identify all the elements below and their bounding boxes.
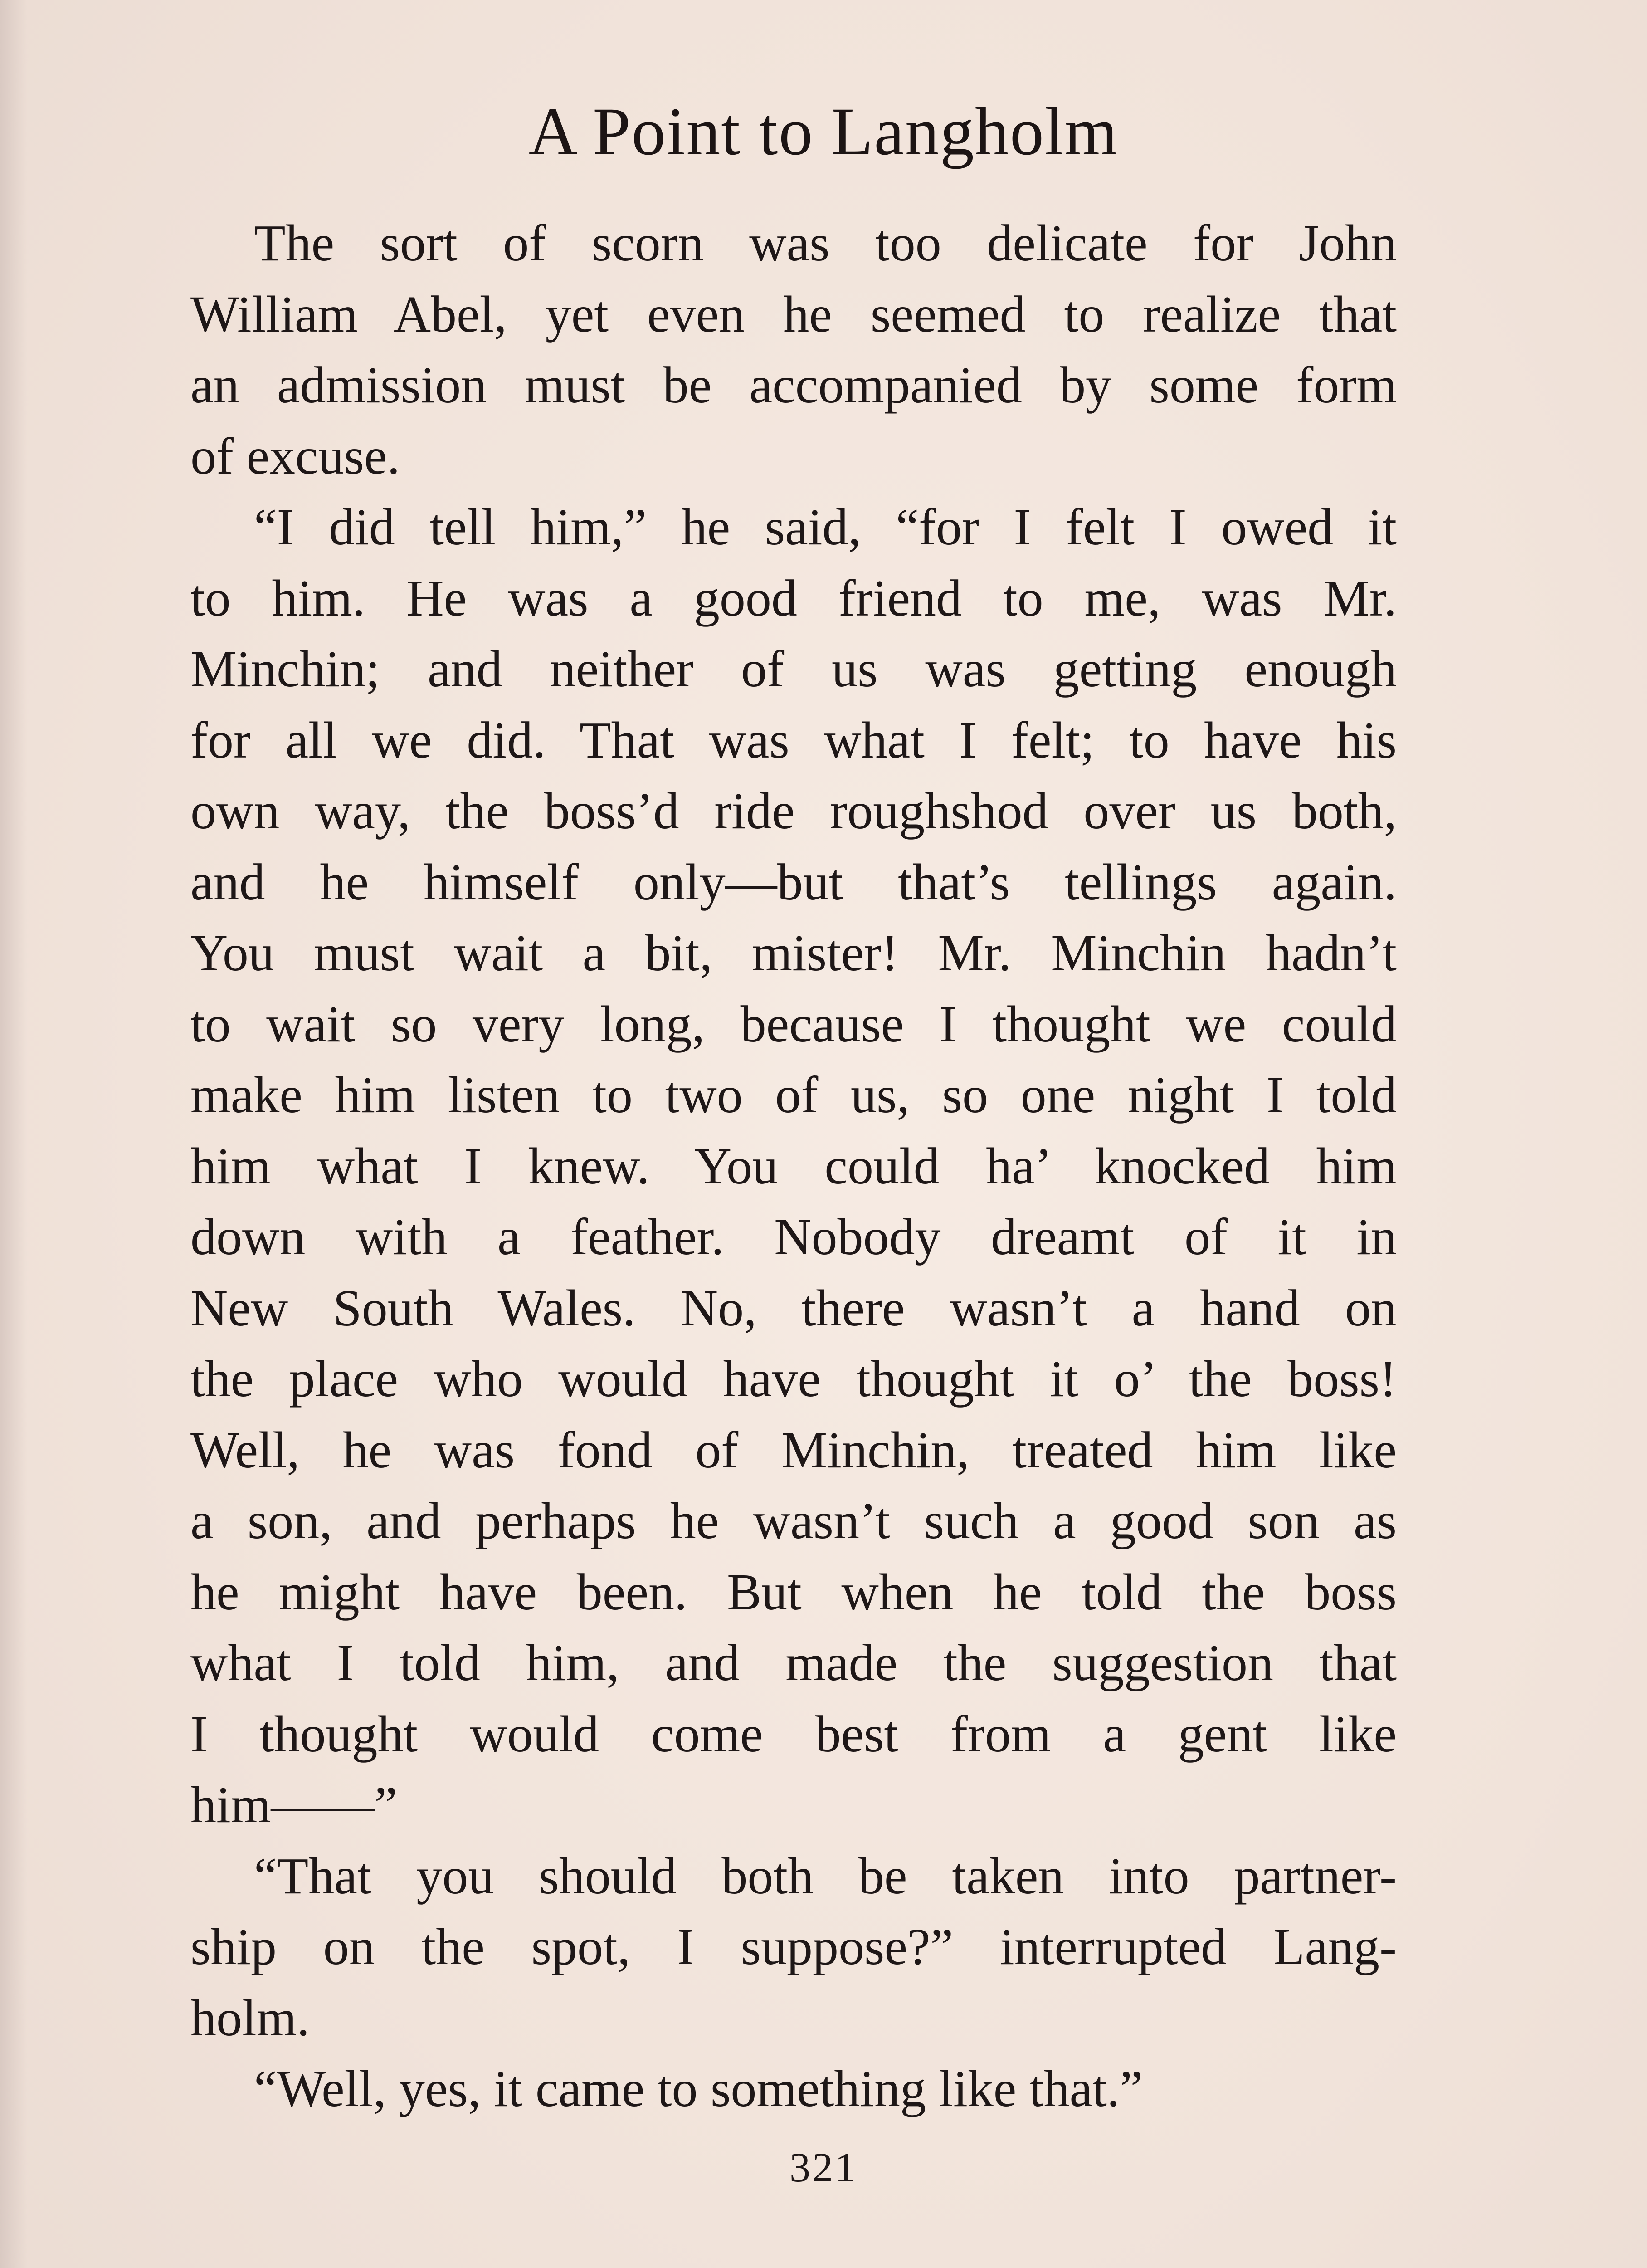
text-line: Well, he was fond of Minchin, treated him like	[190, 1421, 1397, 1479]
text-line: The sort of scorn was too delicate for John	[254, 214, 1397, 272]
page-gutter-shadow	[0, 0, 27, 2268]
text-line: I thought would come best from a gent like	[190, 1705, 1397, 1763]
text-line: what I told him, and made the suggestion that	[190, 1634, 1397, 1691]
text-line: You must wait a bit, mister! Mr. Minchin hadn’t	[190, 924, 1397, 982]
text-line: “Well, yes, it came to something like that.”	[254, 2060, 1143, 2117]
text-line: a son, and perhaps he wasn’t such a good son as	[190, 1492, 1397, 1549]
text-line: own way, the boss’d ride roughshod over us both,	[190, 782, 1397, 840]
text-line: for all we did. That was what I felt; to have his	[190, 711, 1397, 769]
text-line: ship on the spot, I suppose?” interrupted Lang-	[190, 1918, 1397, 1975]
text-line: to him. He was a good friend to me, was Mr.	[190, 569, 1397, 627]
text-line: the place who would have thought it o’ the boss!	[190, 1350, 1397, 1408]
text-line: “I did tell him,” he said, “for I felt I owed it	[254, 498, 1397, 556]
text-line: Minchin; and neither of us was getting enough	[190, 640, 1397, 698]
text-line: he might have been. But when he told the boss	[190, 1563, 1397, 1621]
text-line: make him listen to two of us, so one night I told	[190, 1066, 1397, 1124]
text-line: and he himself only—but that’s tellings again.	[190, 853, 1397, 911]
page-number: 321	[789, 2144, 858, 2190]
text-line: him what I knew. You could ha’ knocked him	[190, 1137, 1397, 1195]
text-line: of excuse.	[190, 427, 400, 485]
body-text	[190, 208, 1397, 2125]
text-line: down with a feather. Nobody dreamt of it in	[190, 1208, 1397, 1266]
text-line: to wait so very long, because I thought we could	[190, 995, 1397, 1053]
text-line: an admission must be accompanied by some form	[190, 356, 1397, 414]
text-line: “That you should both be taken into partner-	[254, 1847, 1397, 1905]
text-line: holm.	[190, 1989, 310, 2047]
text-line: New South Wales. No, there wasn’t a hand on	[190, 1279, 1397, 1337]
text-line: William Abel, yet even he seemed to realize that	[190, 285, 1397, 343]
running-head: A Point to Langholm	[528, 94, 1119, 169]
text-line: him——”	[190, 1776, 397, 1833]
